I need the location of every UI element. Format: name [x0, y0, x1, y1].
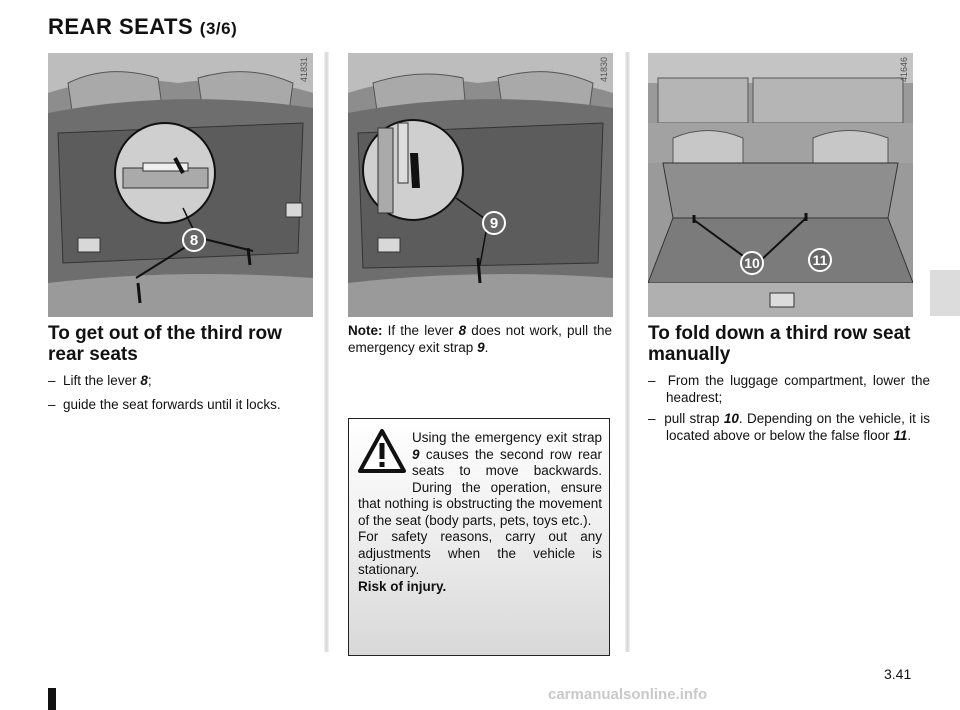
- bullet-dash: –: [648, 411, 656, 426]
- section-heading-fold-seat: [648, 323, 928, 365]
- bullet-text: pull strap: [664, 411, 724, 426]
- photo-id-2: 41830: [599, 56, 609, 82]
- callout-8: 8: [189, 232, 199, 249]
- title-text: REAR SEATS: [48, 14, 194, 39]
- heading-line-2: rear seats: [48, 344, 138, 365]
- bullet-dash: –: [648, 373, 656, 388]
- callout-10: 10: [744, 255, 760, 271]
- photo-strap-9: [348, 53, 613, 317]
- page-number: 3.41: [884, 666, 912, 682]
- photo-id-1: 41831: [299, 56, 309, 82]
- bullet-guide-seat: [48, 396, 341, 413]
- warning-text: [358, 430, 602, 595]
- bullet-text: From the luggage compartment, lower the headrest;: [666, 373, 930, 405]
- callout-9: 9: [489, 215, 499, 232]
- ref-number: 8: [140, 373, 148, 388]
- column-divider-1: [324, 52, 329, 652]
- bullet-text: . Depending on the vehicle, it is located above or below the false floor: [666, 411, 930, 443]
- note-label: Note:: [348, 323, 383, 338]
- page-title: [48, 14, 237, 40]
- bullet-dash: –: [48, 397, 56, 412]
- note-text: .: [484, 340, 489, 355]
- title-part: (3/6): [199, 19, 238, 38]
- ref-number: 11: [893, 428, 908, 443]
- bullet-dash: –: [48, 373, 56, 388]
- bullet-text: guide the seat forwards until it locks.: [63, 397, 281, 412]
- note-text: does not work, pull the emergency exit strap: [348, 323, 612, 355]
- bullet-end: .: [907, 428, 912, 443]
- callout-11: 11: [812, 252, 828, 268]
- ref-number: 10: [723, 411, 739, 426]
- heading-line-2: manually: [648, 344, 731, 365]
- chapter-tab: [930, 270, 960, 316]
- ref-number: 8: [458, 323, 467, 338]
- note-text: If the lever: [382, 323, 459, 338]
- bottom-marker: [48, 688, 56, 710]
- note-paragraph: [348, 322, 612, 356]
- watermark: carmanualsonline.info: [548, 686, 708, 703]
- section-heading-third-row-exit: [48, 323, 313, 365]
- bullet-lift-lever: [48, 372, 331, 389]
- bullet-text: Lift the lever: [63, 373, 141, 388]
- heading-line-1: To get out of the third row: [48, 323, 282, 344]
- column-divider-2: [625, 52, 630, 652]
- heading-line-1: To fold down a third row seat: [648, 323, 911, 344]
- bullet-end: ;: [147, 373, 152, 388]
- warning-text-part: Using the emergency exit strap: [412, 430, 602, 445]
- warning-text-part: causes the second row rear seats to move backwards. During the operation, ensure that nothing is obstructing the movement of the seat (body parts, pets, toys etc.).: [358, 446, 602, 528]
- warning-box: [348, 418, 610, 656]
- photo-straps-10-11: [648, 53, 913, 317]
- ref-number: 9: [412, 446, 420, 462]
- warning-text-part: For safety reasons, carry out any adjustments when the vehicle is stationary.: [358, 529, 602, 577]
- bullet-lower-headrest: [648, 372, 930, 406]
- ref-number: 9: [477, 340, 485, 355]
- risk-label: Risk of injury.: [358, 578, 447, 594]
- bullet-pull-strap: [648, 410, 930, 444]
- photo-lever-8: [48, 53, 313, 317]
- photo-id-3: 41646: [899, 56, 909, 82]
